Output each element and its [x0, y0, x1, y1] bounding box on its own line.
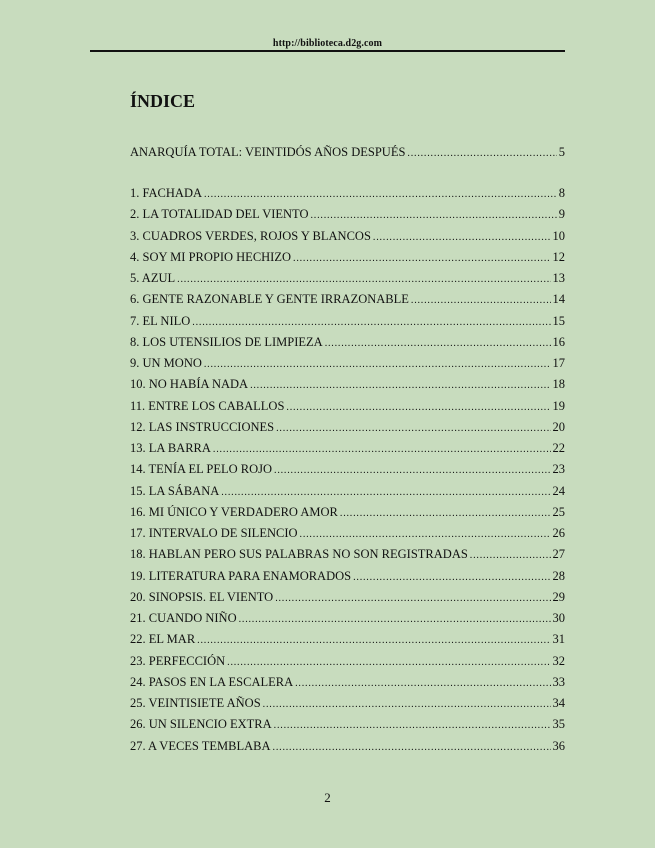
toc-entry[interactable] [130, 291, 565, 307]
toc-entry-label: 10. NO HABÍA NADA [130, 377, 249, 392]
toc-entry[interactable] [130, 398, 565, 414]
toc-leader-dots [273, 740, 551, 756]
toc-entry-page: 31 [552, 632, 565, 647]
toc-entry-label: 27. A VECES TEMBLABA [130, 738, 271, 753]
toc-entry[interactable] [130, 228, 565, 244]
toc-entry[interactable] [130, 376, 565, 392]
toc-entry-page: 16 [552, 334, 565, 349]
toc-entry-page: 34 [552, 696, 565, 710]
toc-entry-label: 15. LA SÁBANA [130, 483, 220, 498]
toc-leader-dots [295, 676, 550, 692]
toc-leader-dots [300, 527, 551, 543]
toc-leader-dots [470, 548, 551, 564]
toc-entry-label: 17. INTERVALO DE SILENCIO [130, 526, 298, 540]
toc-entry-page: 14 [552, 292, 565, 307]
toc-entry-label: 3. CUADROS VERDES, ROJOS Y BLANCOS [130, 228, 371, 243]
toc-leader-dots [286, 400, 550, 416]
toc-leader-dots [293, 251, 550, 267]
toc-entry-label: 22. EL MAR [130, 632, 196, 647]
toc-leader-dots [204, 357, 551, 373]
toc-entry[interactable] [130, 610, 565, 626]
toc-leader-dots [373, 230, 551, 246]
toc-entry[interactable] [130, 483, 565, 499]
toc-entry-label: 26. UN SILENCIO EXTRA [130, 717, 272, 732]
toc-entry-page: 8 [558, 186, 565, 200]
toc-entry[interactable] [130, 546, 565, 562]
toc-entry-page: 26 [552, 526, 565, 540]
toc-leader-dots [274, 463, 550, 479]
toc-entry-label: 20. SINOPSIS. EL VIENTO [130, 589, 274, 604]
toc-leader-dots [239, 612, 551, 628]
toc-entry-page: 22 [552, 441, 565, 455]
toc-entry-label: 24. PASOS EN LA ESCALERA [130, 674, 294, 689]
toc-entry-page: 28 [552, 568, 565, 583]
toc-entry-label: 2. LA TOTALIDAD DEL VIENTO [130, 207, 309, 222]
toc-entry-label: 13. LA BARRA [130, 441, 211, 455]
toc-leader-dots [353, 570, 550, 586]
toc-entry-page: 35 [552, 717, 565, 732]
toc-entry-label: 7. EL NILO [130, 313, 191, 328]
toc-entry-page: 19 [552, 398, 565, 413]
header-url: http://biblioteca.d2g.com [272, 38, 383, 49]
toc-entry-page: 15 [552, 313, 565, 328]
toc-entry-label: 12. LAS INSTRUCCIONES [130, 419, 275, 434]
toc-entry-page: 30 [552, 611, 565, 625]
toc-entry-label: 4. SOY MI PROPIO HECHIZO [130, 249, 292, 264]
toc-prologue[interactable] [130, 144, 565, 160]
toc-entry[interactable] [130, 249, 565, 265]
toc-leader-dots [274, 718, 551, 734]
toc-entry[interactable] [130, 419, 565, 435]
toc-entry[interactable] [130, 355, 565, 371]
toc-leader-dots [311, 208, 557, 224]
toc-entry[interactable] [130, 504, 565, 520]
toc-entry-page: 5 [558, 145, 565, 159]
toc-entry-page: 27 [552, 547, 565, 562]
toc-entry-label: 8. LOS UTENSILIOS DE LIMPIEZA [130, 334, 323, 349]
toc-entry-page: 33 [552, 674, 565, 689]
toc-entry-page: 25 [552, 504, 565, 519]
toc-leader-dots [275, 591, 550, 607]
toc-entry-label: 1. FACHADA [130, 186, 202, 200]
toc-leader-dots [340, 506, 551, 522]
toc-leader-dots [325, 336, 551, 352]
toc-leader-dots [197, 633, 550, 649]
toc-entry[interactable] [130, 313, 565, 329]
toc-entry-page: 20 [552, 419, 565, 434]
toc-entry-page: 10 [552, 228, 565, 243]
toc-leader-dots [213, 442, 551, 458]
toc-entry[interactable] [130, 525, 565, 541]
toc-entry-label: 21. CUANDO NIÑO [130, 611, 237, 625]
toc-entry[interactable] [130, 334, 565, 350]
toc-entry-page: 24 [552, 483, 565, 498]
toc-entry-label: 14. TENÍA EL PELO ROJO [130, 462, 273, 477]
toc-entry-label: 9. UN MONO [130, 356, 202, 370]
toc-entry-label: 23. PERFECCIÓN [130, 653, 226, 668]
toc-entry-label: ANARQUÍA TOTAL: VEINTIDÓS AÑOS DESPUÉS [130, 145, 406, 159]
toc-entry-page: 12 [552, 249, 565, 264]
toc-leader-dots [411, 293, 551, 309]
toc-entry-page: 23 [552, 462, 565, 477]
toc-entry-label: 19. LITERATURA PARA ENAMORADOS [130, 568, 352, 583]
toc-entry-label: 25. VEINTISIETE AÑOS [130, 696, 261, 710]
toc-leader-dots [204, 187, 557, 203]
toc-entry-page: 29 [552, 589, 565, 604]
toc-entry-page: 9 [558, 207, 565, 222]
toc-leader-dots [221, 485, 550, 501]
toc-entry-label: 18. HABLAN PERO SUS PALABRAS NO SON REGISTRADAS [130, 547, 468, 562]
toc-entry-label: 6. GENTE RAZONABLE Y GENTE IRRAZONABLE [130, 292, 409, 307]
header-divider [90, 50, 565, 52]
toc-entry[interactable] [130, 185, 565, 201]
toc-leader-dots [177, 272, 550, 288]
page-title: ÍNDICE [130, 91, 196, 111]
toc-leader-dots [192, 315, 550, 331]
toc-leader-dots [407, 146, 556, 162]
toc-entry[interactable] [130, 716, 565, 732]
toc-entry[interactable] [130, 674, 565, 690]
page-number: 2 [324, 790, 331, 805]
toc-leader-dots [263, 697, 551, 713]
toc-entry[interactable] [130, 270, 565, 286]
toc-entry[interactable] [130, 206, 565, 222]
toc-entry-page: 17 [552, 356, 565, 370]
toc-entry[interactable] [130, 568, 565, 584]
toc-entry-page: 13 [552, 271, 565, 285]
toc-entry[interactable] [130, 653, 565, 669]
toc-entry[interactable] [130, 695, 565, 711]
toc-entry-label: 16. MI ÚNICO Y VERDADERO AMOR [130, 504, 338, 519]
toc-entry[interactable] [130, 738, 565, 754]
toc-entry-page: 32 [552, 653, 565, 668]
toc-entry-page: 18 [552, 377, 565, 392]
toc-entry-label: 11. ENTRE LOS CABALLOS [130, 398, 285, 413]
toc-entry-page: 36 [552, 738, 565, 753]
toc-entry[interactable] [130, 631, 565, 647]
toc-leader-dots [227, 655, 550, 671]
toc-entry[interactable] [130, 589, 565, 605]
toc-entry-label: 5. AZUL [130, 271, 176, 285]
toc-entry[interactable] [130, 440, 565, 456]
toc-leader-dots [250, 378, 550, 394]
toc-leader-dots [276, 421, 550, 437]
toc-entry[interactable] [130, 461, 565, 477]
